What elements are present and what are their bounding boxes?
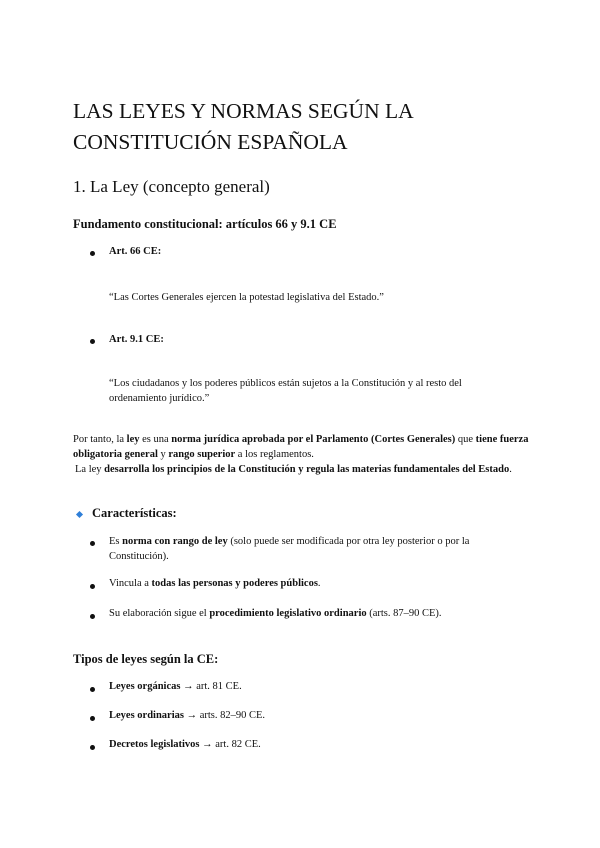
bullet-icon <box>90 251 95 256</box>
paragraph-ley-desarrolla: La ley desarrolla los principios de la Constitución y regula las materias fundamentales del Estado. <box>75 464 512 475</box>
tipo-item-3: Decretos legislativos → art. 82 CE. <box>109 739 261 750</box>
art91-label: Art. 9.1 CE: <box>109 334 164 345</box>
bullet-icon <box>90 584 95 589</box>
paragraph-ley-definition: Por tanto, la ley es una norma jurídica aprobada por el Parlamento (Cortes Generales) que tiene fuerza obligatoria general y rango superior a los reglamentos. <box>73 434 529 460</box>
document-title: LAS LEYES Y NORMAS SEGÚN LA CONSTITUCIÓN ESPAÑOLA <box>73 99 413 154</box>
fundamento-heading: Fundamento constitucional: artículos 66 y 9.1 CE <box>73 217 337 231</box>
bullet-icon <box>90 716 95 721</box>
tipo-item-1: Leyes orgánicas → art. 81 CE. <box>109 681 242 692</box>
diamond-bullet-icon <box>76 511 83 518</box>
tipo-item-2: Leyes ordinarias → arts. 82–90 CE. <box>109 710 266 721</box>
art66-label: Art. 66 CE: <box>109 246 162 257</box>
bullet-icon <box>90 541 95 546</box>
art66-quote: “Las Cortes Generales ejercen la potestad legislativa del Estado.” <box>109 292 384 303</box>
caracteristicas-heading: Características: <box>92 506 177 520</box>
caracteristica-item-3: Su elaboración sigue el procedimiento legislativo ordinario (arts. 87–90 CE). <box>109 608 442 619</box>
tipos-heading: Tipos de leyes según la CE: <box>73 652 219 666</box>
bullet-icon <box>90 614 95 619</box>
caracteristica-item-2: Vincula a todas las personas y poderes públicos. <box>109 578 321 589</box>
bullet-icon <box>90 339 95 344</box>
art91-quote: “Los ciudadanos y los poderes públicos están sujetos a la Constitución y al resto del ordenamiento jurídico.” <box>109 378 462 404</box>
bullet-icon <box>90 687 95 692</box>
bullet-icon <box>90 745 95 750</box>
caracteristica-item-1: Es norma con rango de ley (solo puede ser modificada por otra ley posterior o por la Constitución). <box>109 536 470 562</box>
section-heading-ley: 1. La Ley (concepto general) <box>73 177 270 196</box>
